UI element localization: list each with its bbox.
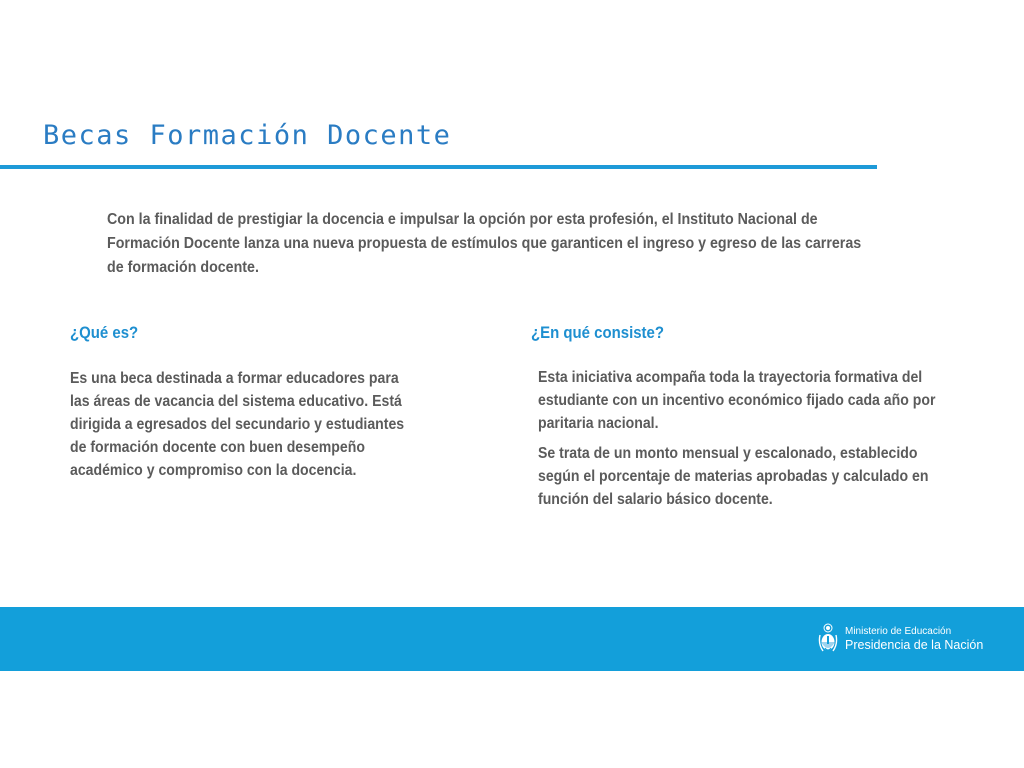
presidency-name: Presidencia de la Nación (845, 637, 984, 652)
ministry-name: Ministerio de Educación (845, 626, 952, 638)
ministry-logo (817, 620, 983, 658)
intro-paragraph: Con la finalidad de prestigiar la docencia e impulsar la opción por esta profesión, el Instituto Nacional de Formación Docente lanza una nueva propuesta de estímulos que garanticen el ingreso y egreso de las carreras de formación docente. (107, 211, 862, 276)
ministry-logo-text (845, 626, 983, 652)
page-title: Becas Formación Docente (43, 120, 452, 151)
title-divider (0, 165, 877, 169)
what-consists-heading: ¿En qué consiste? (531, 323, 665, 342)
what-is-body: Es una beca destinada a formar educadores para las áreas de vacancia del sistema educativo. Está dirigida a egresados del secundario y estudiantes de formación docente con buen desempeño académico y compromiso con la docencia. (70, 370, 405, 479)
what-is-heading: ¿Qué es? (70, 323, 139, 342)
what-consists-paragraph-1: Esta iniciativa acompaña toda la trayectoria formativa del estudiante con un incentivo económico fijado cada año por paritaria nacional. (538, 369, 936, 432)
what-is-section (70, 367, 422, 482)
argentina-coat-of-arms-icon (817, 622, 839, 656)
what-consists-paragraph-2: Se trata de un monto mensual y escalonado, establecido según el porcentaje de materias aprobadas y calculado en función del salario básico docente. (538, 445, 929, 508)
what-consists-section (538, 366, 943, 518)
